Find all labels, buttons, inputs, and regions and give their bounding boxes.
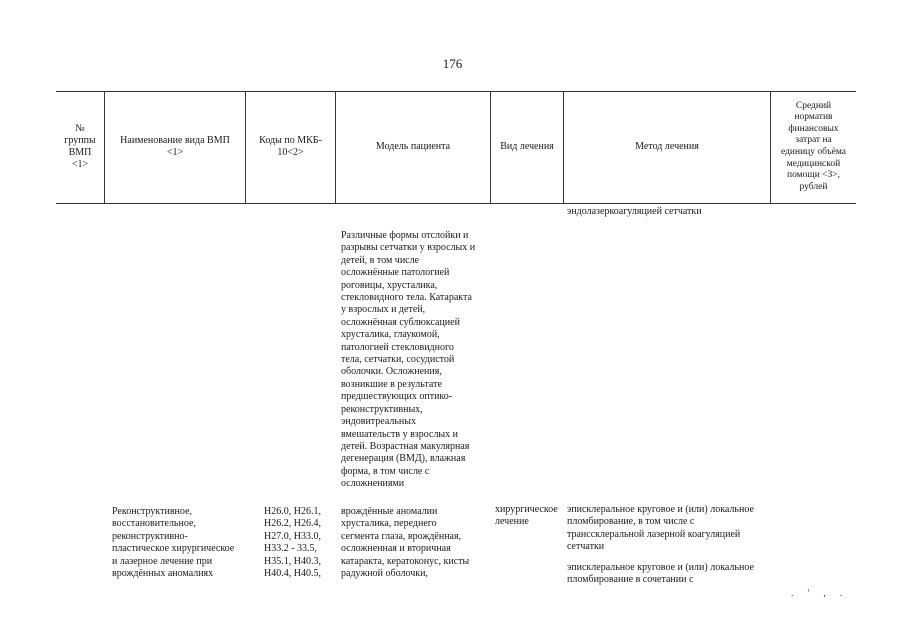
scan-marks: . ' , . (791, 588, 849, 598)
vmp-name-block-2: Реконструктивное, восстановительное, реконструктивно- пластическое хирургическое и лазерное лечение при врождённых аномалиях (112, 506, 235, 580)
treatment-method-continued: эндолазеркоагуляцией сетчатки (567, 206, 702, 217)
treatment-method-block-2a: эписклеральное круговое и (или) локальное пломбирование, в том числе с транссклеральной лазерной коагуляцией сетчатки (567, 504, 754, 553)
header-group-number: № группы ВМП <1> (64, 123, 96, 170)
treatment-type-block-2: хирургическое лечение (495, 504, 558, 528)
treatment-method-block-2b: эписклеральное круговое и (или) локальное пломбирование в сочетании с (567, 562, 754, 586)
header-patient-model: Модель пациента (375, 141, 451, 152)
header-average-cost: Средний норматив финансовых затрат на единицу объёма медицинской помощи <3>, рублей (780, 100, 847, 192)
header-treatment-type: Вид лечения (500, 141, 554, 152)
header-vmp-name: Наименование вида ВМП <1> (120, 135, 230, 158)
header-icd-codes: Коды по МКБ- 10<2> (259, 135, 322, 158)
icd-codes-block-2: Н26.0, Н26.1, Н26.2, Н26.4, Н27.0, Н33.0, Н33.2 - 33.5, Н35.1, Н40.3, Н40.4, Н40.5, (264, 506, 321, 580)
patient-model-block-1: Различные формы отслойки и разрывы сетчатки у взрослых и детей, в том числе осложнённые патологией роговицы, хрусталика, стекловидного тела. Катаракта у взрослых и детей, осложнённая сублюксацией хрусталика, глаукомой, патологией стекловидного тела, сетчатки, сосудистой оболочки. Осложнения, возникшие в результате предшествующих оптико- реконструктивных, эндовитреальных вмешательств у взрослых и детей. Возрастная макулярная дегенерация (ВМД), влажная форма, в том числе с осложнениями (341, 230, 476, 490)
patient-model-block-2: врождённые аномалии хрусталика, переднего сегмента глаза, врождённая, осложненная и вторичная катаракта, кератоконус, кисты радужной оболочки, (341, 506, 470, 580)
table-header-bottom-rule (56, 203, 856, 204)
header-treatment-method: Метод лечения (635, 141, 699, 152)
page-number: 176 (442, 56, 463, 71)
